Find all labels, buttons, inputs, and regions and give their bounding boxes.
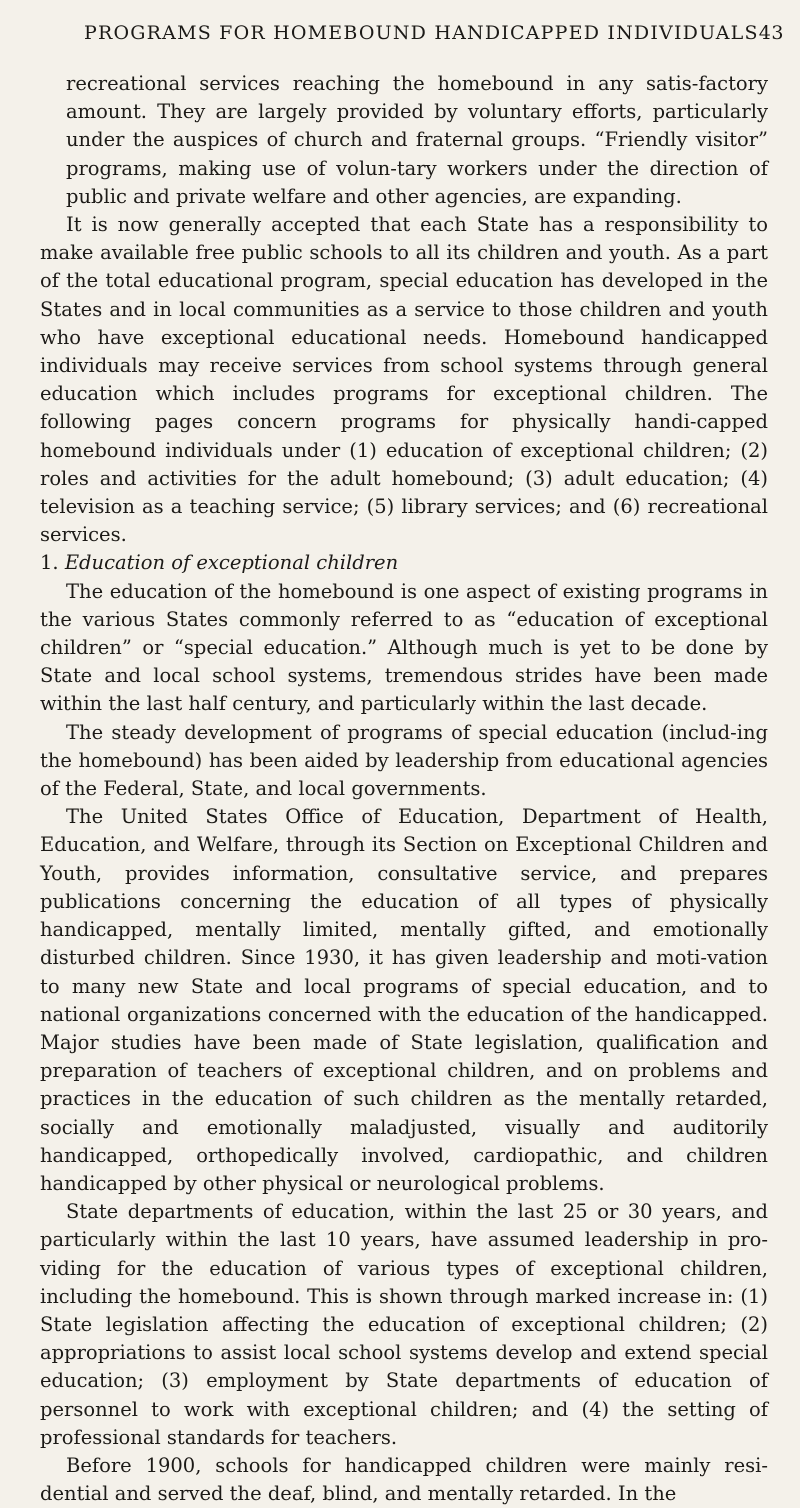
- section-heading-number: 1.: [40, 551, 59, 575]
- page-number: 43: [758, 22, 785, 44]
- paragraph-4: The steady development of programs of special education (includ-ing the homebound) has been aided by leadership from educational agencies of the Federal, State, and local governments.: [40, 720, 768, 801]
- section-heading: [40, 549, 768, 577]
- paragraph-1: recreational services reaching the homebound in any satis-factory amount. They are largely provided by voluntary efforts, particularly under the auspices of church and fraternal groups. “Friendly visitor” programs, making use of volun-tary workers under the direction of public and private welfare and other agencies, are expanding.: [66, 72, 768, 208]
- section-heading-label: Education of exceptional children: [64, 551, 399, 575]
- paragraph-7: Before 1900, schools for handicapped children were mainly resi-dential and served the deaf, blind, and mentally retarded. In the: [40, 1453, 768, 1506]
- running-title: PROGRAMS FOR HOMEBOUND HANDICAPPED INDIVIDUALS: [84, 22, 759, 44]
- paragraph-2: It is now generally accepted that each State has a responsibility to make available free public schools to all its children and youth. As a part of the total educational program, special education has developed in the States and in local communities as a service to those children and youth who have exceptional educational needs. Homebound handicapped individuals may receive services from school systems through general education which includes programs for exceptional children. The following pages concern programs for physically handi-capped homebound individuals under (1) education of exceptional children; (2) roles and activities for the adult homebound; (3) adult education; (4) television as a teaching service; (5) library services; and (6) recreational services.: [40, 213, 768, 547]
- paragraph-5: The United States Office of Education, Department of Health, Education, and Welfare, through its Section on Exceptional Children and Youth, provides information, consultative service, and prepares publications concerning the education of all types of physically handicapped, mentally limited, mentally gifted, and emotionally disturbed children. Since 1930, it has given leadership and moti-vation to many new State and local programs of special education, and to national organizations concerned with the education of the handicapped. Major studies have been made of State legislation, qualification and preparation of teachers of exceptional children, and on problems and practices in the education of such children as the mentally retarded, socially and emotionally maladjusted, visually and auditorily handicapped, orthopedically involved, cardiopathic, and children handicapped by other physical or neurological problems.: [40, 805, 768, 1195]
- paragraph-6: State departments of education, within the last 25 or 30 years, and particularly within the last 10 years, have assumed leadership in pro-viding for the education of various types of exceptional children, including the homebound. This is shown through marked increase in: (1) State legislation affecting the education of exceptional children; (2) appropriations to assist local school systems develop and extend special education; (3) employment by State departments of education of personnel to work with exceptional children; and (4) the setting of professional standards for teachers.: [40, 1200, 768, 1449]
- running-header: [84, 22, 785, 44]
- body-text: [40, 70, 768, 1508]
- paragraph-3: The education of the homebound is one aspect of existing programs in the various States commonly referred to as “education of exceptional children” or “special education.” Although much is yet to be done by State and local school systems, tremendous strides have been made within the last half century, and particularly within the last decade.: [40, 579, 768, 716]
